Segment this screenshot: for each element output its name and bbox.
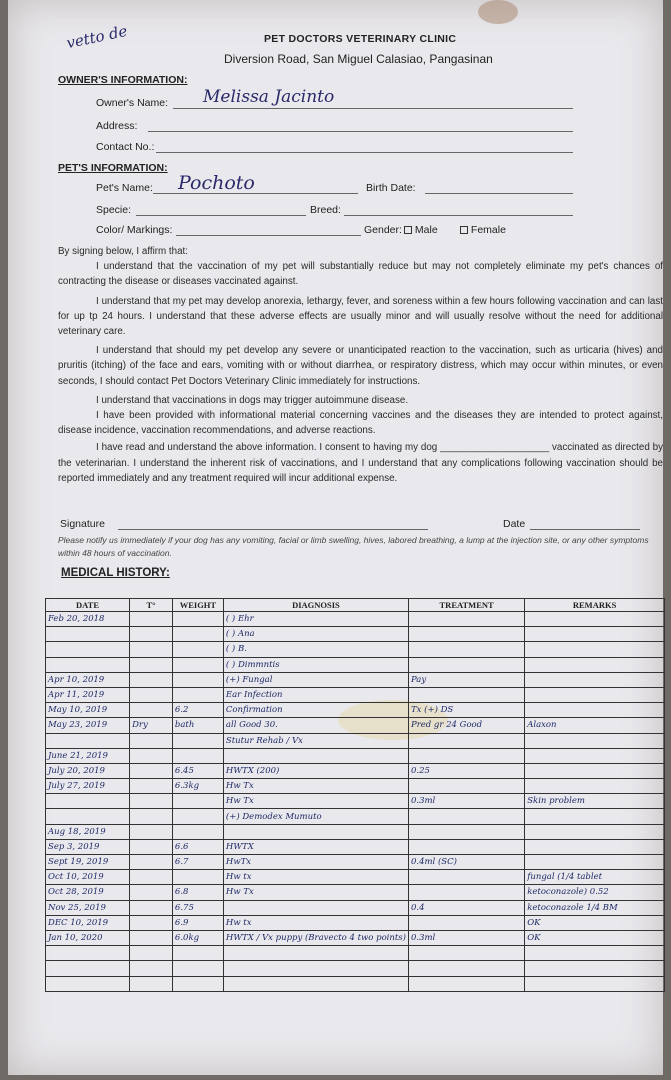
cell-weight xyxy=(172,627,223,642)
cell-treatment: 0.3ml xyxy=(408,794,524,809)
cell-diagnosis: Hw Tx xyxy=(223,885,408,900)
cell-date xyxy=(46,961,130,976)
table-row xyxy=(46,976,665,991)
history-body xyxy=(46,612,665,992)
cell-diagnosis: Hw Tx xyxy=(223,794,408,809)
table-row xyxy=(46,642,665,657)
table-row xyxy=(46,657,665,672)
cell-treatment: Pay xyxy=(408,672,524,687)
cell-diagnosis: Hw tx xyxy=(223,915,408,930)
table-row xyxy=(46,703,665,718)
col-treatment: TREATMENT xyxy=(408,599,524,612)
owner-name-line xyxy=(173,108,573,109)
cell-date: May 10, 2019 xyxy=(46,703,130,718)
color-line xyxy=(176,235,361,236)
consent-text: By signing below, I affirm that: I understand that the vaccination of my pet will substantially reduce but may not completely eliminate my pet's chances of contracting the disease or diseases vaccinated against. I understand that my pet may develop anorexia, lethargy, fever, and soreness within a few hours following vaccination and can last for up tp 24 hours. I understand that these adverse effects are usually minor and will usually resolve without the need for additional veterinary care. I understand that should my pet develop any severe or unanticipated reaction to the vaccination, such as urticaria (hives) and pruritis (itching) of the face and ears, vomiting with or without diarrhea, or respiratory distress, which may occur within minutes, or even seconds, I should contact Pet Doctors Veterinary Clinic immediately for instructions. I understand that vaccinations in dogs may trigger autoimmune disease. I have been provided with informational material concerning vaccines and the diseases they are intended to protect against, disease incidence, vaccination recommendations, and adverse reactions. I have read and understand the above information. I consent to having my dog ____________________ vaccinated as directed by the veterinarian. I understand the inherent risk of vaccinations, and I understand that any complications following vaccination should be reported immediately and any treatment required will incur additional expense. xyxy=(58,246,663,484)
cell-date xyxy=(46,794,130,809)
table-row xyxy=(46,763,665,778)
address-line xyxy=(148,131,573,132)
cell-weight: 6.9 xyxy=(172,915,223,930)
table-row xyxy=(46,627,665,642)
cell-temp xyxy=(130,809,173,824)
cell-remarks xyxy=(525,839,665,854)
cell-temp xyxy=(130,794,173,809)
clinic-name: PET DOCTORS VETERINARY CLINIC xyxy=(264,33,457,45)
cell-temp xyxy=(130,672,173,687)
signature-label: Signature xyxy=(60,518,105,530)
contact-line xyxy=(156,152,573,153)
cell-date xyxy=(46,809,130,824)
cell-diagnosis: HWTX / Vx puppy (Bravecto 4 two points) xyxy=(223,930,408,945)
medical-history-table xyxy=(45,598,665,992)
table-row xyxy=(46,824,665,839)
cell-date: June 21, 2019 xyxy=(46,748,130,763)
cell-temp xyxy=(130,855,173,870)
cell-remarks xyxy=(525,961,665,976)
cell-temp xyxy=(130,930,173,945)
cell-remarks xyxy=(525,976,665,991)
cell-remarks: Alaxon xyxy=(525,718,665,733)
cell-diagnosis xyxy=(223,961,408,976)
cell-weight xyxy=(172,976,223,991)
cell-date: Sept 19, 2019 xyxy=(46,855,130,870)
notice-text: Please notify us immediately if your dog has any vomiting, facial or limb swelling, hives, labored breathing, a lump at the injection site, or any other symptoms within 48 hours of vaccination. xyxy=(58,535,649,558)
table-row xyxy=(46,809,665,824)
breed-label: Breed: xyxy=(310,204,341,216)
table-row xyxy=(46,839,665,854)
cell-diagnosis xyxy=(223,824,408,839)
cell-remarks xyxy=(525,733,665,748)
birth-date-line xyxy=(425,193,573,194)
cell-remarks xyxy=(525,824,665,839)
table-row xyxy=(46,946,665,961)
cell-date: May 23, 2019 xyxy=(46,718,130,733)
date-label: Date xyxy=(503,518,526,530)
signature-line xyxy=(118,529,428,530)
cell-temp xyxy=(130,627,173,642)
table-row xyxy=(46,961,665,976)
col-diagnosis: DIAGNOSIS xyxy=(223,599,408,612)
cell-date: Oct 10, 2019 xyxy=(46,870,130,885)
history-section-title: MEDICAL HISTORY: xyxy=(61,567,170,579)
cell-remarks xyxy=(525,642,665,657)
col-temp: T° xyxy=(130,599,173,612)
cell-temp xyxy=(130,642,173,657)
specie-line xyxy=(136,215,306,216)
cell-weight xyxy=(172,961,223,976)
cell-treatment xyxy=(408,642,524,657)
table-row xyxy=(46,794,665,809)
color-label: Color/ Markings: xyxy=(96,224,173,236)
cell-remarks xyxy=(525,657,665,672)
cell-remarks xyxy=(525,946,665,961)
table-row xyxy=(46,748,665,763)
cell-diagnosis: ( ) B. xyxy=(223,642,408,657)
cell-diagnosis: Stutur Rehab / Vx xyxy=(223,733,408,748)
cell-temp xyxy=(130,885,173,900)
cell-diagnosis xyxy=(223,748,408,763)
cell-remarks xyxy=(525,672,665,687)
owner-name-value: Melissa Jacinto xyxy=(203,87,335,107)
cell-remarks xyxy=(525,855,665,870)
table-header-row xyxy=(46,599,665,612)
table-row xyxy=(46,855,665,870)
table-row xyxy=(46,930,665,945)
cell-treatment: 0.3ml xyxy=(408,930,524,945)
cell-treatment xyxy=(408,779,524,794)
cell-diagnosis: (+) Demodex Mumuto xyxy=(223,809,408,824)
table-row xyxy=(46,612,665,627)
cell-weight: 6.6 xyxy=(172,839,223,854)
cell-treatment xyxy=(408,839,524,854)
cell-weight: bath xyxy=(172,718,223,733)
address-label: Address: xyxy=(96,120,138,132)
cell-temp xyxy=(130,733,173,748)
cell-diagnosis: ( ) Dimmntis xyxy=(223,657,408,672)
table-row xyxy=(46,733,665,748)
cell-weight: 6.45 xyxy=(172,763,223,778)
cell-date: Sep 3, 2019 xyxy=(46,839,130,854)
cell-temp xyxy=(130,763,173,778)
cell-date: DEC 10, 2019 xyxy=(46,915,130,930)
cell-date xyxy=(46,642,130,657)
cell-diagnosis: ( ) Ehr xyxy=(223,612,408,627)
consent-intro: By signing below, I affirm that: xyxy=(58,246,188,257)
consent-p6b: vaccinated as directed by the veterinarian. I understand the inherent risk of vaccinations, and I understand that any complications following vaccination should be reported immediately and any treatment required will incur additional expense. xyxy=(58,442,663,484)
cell-weight xyxy=(172,612,223,627)
cell-temp xyxy=(130,870,173,885)
cell-diagnosis: Ear Infection xyxy=(223,687,408,702)
cell-weight: 6.2 xyxy=(172,703,223,718)
cell-temp xyxy=(130,657,173,672)
birth-date-label: Birth Date: xyxy=(366,182,416,194)
cell-treatment xyxy=(408,687,524,702)
breed-line xyxy=(344,215,573,216)
cell-temp xyxy=(130,703,173,718)
cell-temp xyxy=(130,612,173,627)
cell-diagnosis: HWTX (200) xyxy=(223,763,408,778)
date-line xyxy=(530,529,640,530)
cell-remarks: Skin problem xyxy=(525,794,665,809)
cell-treatment xyxy=(408,748,524,763)
cell-temp xyxy=(130,687,173,702)
cell-treatment xyxy=(408,627,524,642)
consent-p3: I understand that should my pet develop any severe or unanticipated reaction to the vaccination, such as urticaria (hives) and pruritis (itching) of the face and ears, vomiting with or without diarrhea, or respiratory distress, which may occur within minutes, or even seconds, I should contact Pet Doctors Veterinary Clinic immediately for instructions. xyxy=(58,345,663,387)
cell-treatment xyxy=(408,733,524,748)
cell-treatment xyxy=(408,824,524,839)
cell-diagnosis xyxy=(223,900,408,915)
cell-temp xyxy=(130,824,173,839)
cell-remarks: OK xyxy=(525,930,665,945)
cell-diagnosis: ( ) Ana xyxy=(223,627,408,642)
table-row xyxy=(46,687,665,702)
consent-p5: I have been provided with informational material concerning vaccines and the diseases they are intended to protect against, disease incidence, vaccination recommendations, and adverse reactions. xyxy=(58,410,663,437)
cell-weight: 6.75 xyxy=(172,900,223,915)
cell-treatment: 0.4 xyxy=(408,900,524,915)
consent-p2: I understand that my pet may develop anorexia, lethargy, fever, and soreness within a few hours following vaccination and can last for up tp 24 hours. I understand that these adverse effects are usually minor and will usually resolve without the need for additional veterinary care. xyxy=(58,295,663,338)
cell-weight xyxy=(172,748,223,763)
cell-treatment xyxy=(408,915,524,930)
pet-section-title: PET'S INFORMATION: xyxy=(58,162,168,174)
consent-p4: I understand that vaccinations in dogs may trigger autoimmune disease. xyxy=(96,394,409,406)
gender-male-option[interactable] xyxy=(404,224,438,236)
cell-weight xyxy=(172,946,223,961)
cell-temp xyxy=(130,915,173,930)
tear-stain xyxy=(478,0,518,24)
cell-remarks xyxy=(525,763,665,778)
cell-date: Feb 20, 2018 xyxy=(46,612,130,627)
cell-treatment xyxy=(408,961,524,976)
cell-weight xyxy=(172,809,223,824)
cell-date: July 20, 2019 xyxy=(46,763,130,778)
cell-treatment xyxy=(408,809,524,824)
cell-date: Aug 18, 2019 xyxy=(46,824,130,839)
cell-date xyxy=(46,733,130,748)
cell-diagnosis xyxy=(223,946,408,961)
cell-diagnosis: all Good 30. xyxy=(223,718,408,733)
cell-remarks xyxy=(525,687,665,702)
cell-weight: 6.7 xyxy=(172,855,223,870)
cell-weight xyxy=(172,657,223,672)
cell-remarks xyxy=(525,748,665,763)
female-label: Female xyxy=(470,224,506,236)
table-row xyxy=(46,885,665,900)
gender-female-option[interactable] xyxy=(460,224,506,236)
cell-treatment xyxy=(408,657,524,672)
table-row xyxy=(46,900,665,915)
contact-label: Contact No.: xyxy=(96,141,155,153)
cell-temp xyxy=(130,748,173,763)
cell-weight xyxy=(172,794,223,809)
cell-diagnosis: HWTX xyxy=(223,839,408,854)
owner-section-title: OWNER'S INFORMATION: xyxy=(58,74,188,86)
cell-remarks xyxy=(525,779,665,794)
male-label: Male xyxy=(414,224,438,236)
cell-weight: 6.0kg xyxy=(172,930,223,945)
cell-treatment xyxy=(408,870,524,885)
table-row xyxy=(46,718,665,733)
cell-treatment: Tx (+) DS xyxy=(408,703,524,718)
cell-temp xyxy=(130,779,173,794)
specie-label: Specie: xyxy=(96,204,132,216)
cell-temp: Dry xyxy=(130,718,173,733)
cell-remarks xyxy=(525,809,665,824)
col-remarks: REMARKS xyxy=(525,599,665,612)
cell-weight: 6.8 xyxy=(172,885,223,900)
consent-p6a: I have read and understand the above information. I consent to having my dog xyxy=(96,442,438,454)
cell-date: Nov 25, 2019 xyxy=(46,900,130,915)
clinic-address: Diversion Road, San Miguel Calasiao, Pangasinan xyxy=(224,52,493,66)
pet-name-label: Pet's Name: xyxy=(96,182,153,194)
cell-remarks: fungal (1/4 tablet xyxy=(525,870,665,885)
col-date: DATE xyxy=(46,599,130,612)
female-checkbox[interactable] xyxy=(460,226,468,234)
cell-temp xyxy=(130,900,173,915)
table-row xyxy=(46,870,665,885)
cell-weight xyxy=(172,642,223,657)
cell-diagnosis xyxy=(223,976,408,991)
cell-temp xyxy=(130,961,173,976)
cell-date: Apr 11, 2019 xyxy=(46,687,130,702)
cell-remarks xyxy=(525,703,665,718)
cell-date: July 27, 2019 xyxy=(46,779,130,794)
cell-temp xyxy=(130,946,173,961)
table-row xyxy=(46,672,665,687)
cell-diagnosis: Hw tx xyxy=(223,870,408,885)
cell-treatment: 0.4ml (SC) xyxy=(408,855,524,870)
cell-treatment: Pred gr 24 Good xyxy=(408,718,524,733)
cell-treatment xyxy=(408,612,524,627)
cell-date xyxy=(46,657,130,672)
cell-weight xyxy=(172,733,223,748)
cell-temp xyxy=(130,839,173,854)
cell-weight xyxy=(172,870,223,885)
cell-remarks xyxy=(525,612,665,627)
cell-date: Apr 10, 2019 xyxy=(46,672,130,687)
cell-remarks xyxy=(525,627,665,642)
cell-date xyxy=(46,946,130,961)
col-weight: WEIGHT xyxy=(172,599,223,612)
cell-weight xyxy=(172,824,223,839)
cell-date xyxy=(46,976,130,991)
cell-diagnosis: Hw Tx xyxy=(223,779,408,794)
table-row xyxy=(46,779,665,794)
cell-treatment xyxy=(408,946,524,961)
cell-temp xyxy=(130,976,173,991)
corner-note: vetto de xyxy=(64,21,129,53)
cell-diagnosis: HwTx xyxy=(223,855,408,870)
consent-p1: I understand that the vaccination of my pet will substantially reduce but may not completely eliminate my pet's chances of contracting the disease or diseases vaccinated against. xyxy=(58,261,663,288)
pet-name-value: Pochoto xyxy=(178,172,255,194)
cell-remarks: ketoconazole) 0.52 xyxy=(525,885,665,900)
cell-remarks: OK xyxy=(525,915,665,930)
table-row xyxy=(46,915,665,930)
cell-treatment: 0.25 xyxy=(408,763,524,778)
gender-label: Gender: xyxy=(364,224,402,236)
cell-date: Oct 28, 2019 xyxy=(46,885,130,900)
cell-weight xyxy=(172,672,223,687)
cell-treatment xyxy=(408,976,524,991)
cell-date xyxy=(46,627,130,642)
cell-date: Jan 10, 2020 xyxy=(46,930,130,945)
male-checkbox[interactable] xyxy=(404,226,412,234)
cell-weight: 6.3kg xyxy=(172,779,223,794)
cell-treatment xyxy=(408,885,524,900)
cell-weight xyxy=(172,687,223,702)
owner-name-label: Owner's Name: xyxy=(96,97,169,109)
cell-diagnosis: (+) Fungal xyxy=(223,672,408,687)
cell-diagnosis: Confirmation xyxy=(223,703,408,718)
cell-remarks: ketoconazole 1/4 BM xyxy=(525,900,665,915)
